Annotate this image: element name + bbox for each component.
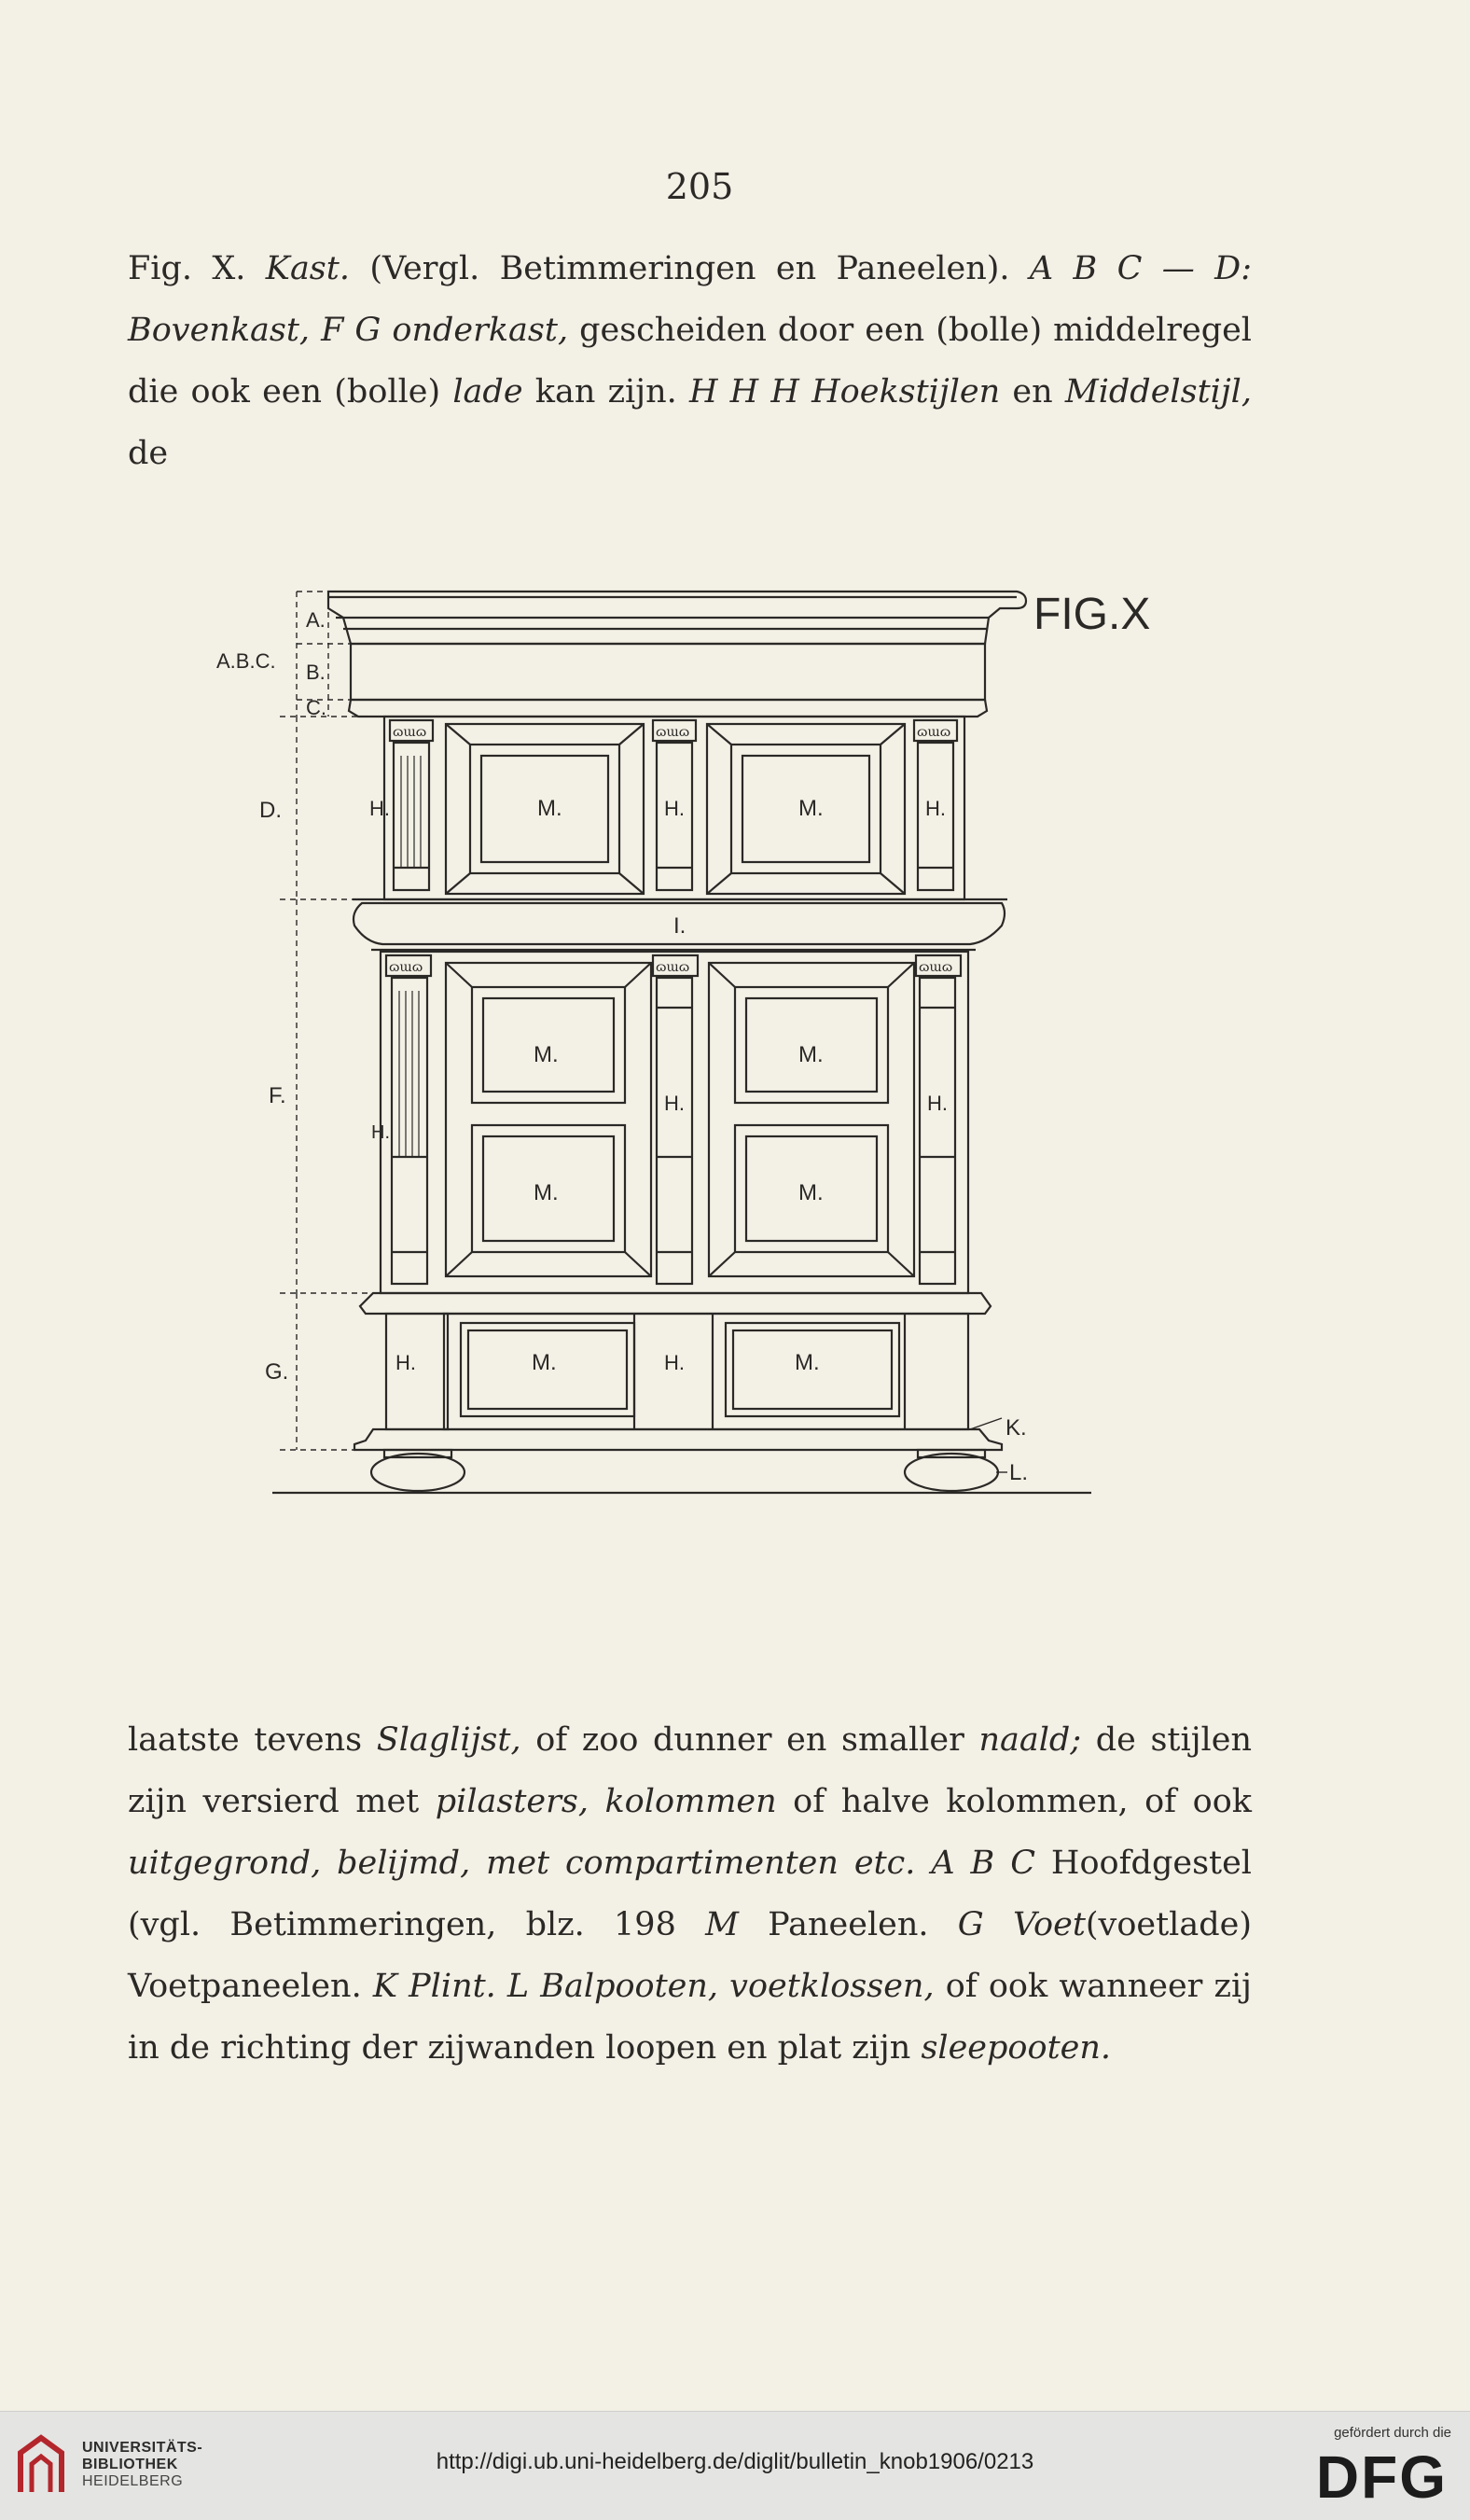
caption-term: Bovenkast, F G onderkast, <box>128 312 569 349</box>
funded-by-text: gefördert durch die <box>1334 2425 1451 2441</box>
body-text: of ook wanneer zij in de richting der zijwanden loopen en plat zijn <box>128 1968 1253 2067</box>
label-h: H. <box>395 1351 416 1374</box>
body-term: Slaglijst, <box>376 1721 521 1759</box>
label-m: M. <box>537 796 562 821</box>
label-m: M. <box>798 1180 824 1205</box>
svg-text:ɷɯɷ: ɷɯɷ <box>389 960 423 975</box>
body-term: uitgegrond, belijmd, met compartimenten etc. A B C <box>128 1845 1035 1882</box>
institution-line: HEIDELBERG <box>82 2473 184 2489</box>
dim-label-f: F. <box>269 1083 286 1108</box>
dim-label-a: A. <box>306 608 326 632</box>
label-m: M. <box>798 796 824 821</box>
institution-line: BIBLIOTHEK <box>82 2457 178 2472</box>
caption-term: Kast. <box>265 250 350 287</box>
label-m: M. <box>534 1042 559 1067</box>
dim-label-abc: A.B.C. <box>216 649 276 673</box>
label-h: H. <box>927 1092 948 1115</box>
body-text: de stijlen zijn versierd met <box>128 1721 1252 1820</box>
label-h: H. <box>925 797 946 820</box>
label-m: M. <box>795 1350 820 1375</box>
label-m: M. <box>534 1180 559 1205</box>
label-h: H. <box>371 1122 390 1143</box>
body-term: naald; <box>978 1721 1082 1759</box>
page-number: 205 <box>665 166 734 207</box>
caption-text: (Vergl. Betimmeringen en Paneelen). <box>349 250 1030 287</box>
caption-term: lade <box>452 373 523 411</box>
caption-term: A B C — D: <box>1029 250 1253 287</box>
paragraph-description <box>128 1709 1252 2079</box>
body-term: sleepooten. <box>921 2029 1112 2067</box>
viewer-footer <box>0 2411 1470 2520</box>
body-text: Hoofdgestel (vgl. Betimmeringen, blz. 198 <box>128 1845 1252 1943</box>
permalink-url[interactable]: http://digi.ub.uni-heidelberg.de/diglit/bulletin_knob1906/0213 <box>436 2449 1034 2474</box>
cabinet-drawing-figure <box>0 560 1470 1511</box>
dim-label-c: C. <box>306 696 326 719</box>
svg-text:ɷɯɷ: ɷɯɷ <box>393 725 427 740</box>
body-term: M <box>705 1906 739 1943</box>
dfg-logo-icon: DFG <box>1315 2443 1448 2511</box>
svg-text:ɷɯɷ: ɷɯɷ <box>656 960 690 975</box>
label-m: M. <box>532 1350 557 1375</box>
caption-term: H H H Hoekstijlen <box>688 373 1001 411</box>
label-h: H. <box>369 797 390 820</box>
body-text: Paneelen. <box>738 1906 958 1943</box>
caption-text: Fig. X. <box>128 250 266 287</box>
body-text: (voetlade) Voetpaneelen. <box>128 1906 1253 2005</box>
label-l: L. <box>1009 1460 1029 1485</box>
body-term: K Plint. L Balpooten, voetklossen, <box>372 1968 935 2005</box>
dim-label-g: G. <box>265 1359 289 1385</box>
body-text: of halve kolommen, of ook <box>776 1783 1252 1820</box>
body-text: of zoo dunner en smaller <box>520 1721 979 1759</box>
caption-text: kan zijn. <box>522 373 689 411</box>
caption-text: gescheiden door een (bolle) middelregel die ook een (bolle) <box>128 312 1253 411</box>
label-h: H. <box>664 797 685 820</box>
label-h: H. <box>664 1092 685 1115</box>
paragraph-figure-caption <box>128 238 1252 484</box>
caption-text: de <box>128 435 169 472</box>
label-i: I. <box>673 913 686 939</box>
label-k: K. <box>1005 1415 1027 1441</box>
caption-term: Middelstijl, <box>1064 373 1252 411</box>
svg-text:ɷɯɷ: ɷɯɷ <box>919 960 953 975</box>
institution-line: UNIVERSITÄTS- <box>82 2440 203 2456</box>
dim-label-d: D. <box>259 798 282 823</box>
label-h: H. <box>664 1351 685 1374</box>
dim-label-b: B. <box>306 661 326 684</box>
figure-title: FIG.X <box>1033 590 1151 639</box>
body-term: pilasters, kolommen <box>435 1783 777 1820</box>
label-m: M. <box>798 1042 824 1067</box>
svg-text:ɷɯɷ: ɷɯɷ <box>917 725 951 740</box>
body-term: G Voet <box>957 1906 1086 1943</box>
svg-text:ɷɯɷ: ɷɯɷ <box>656 725 690 740</box>
body-text: laatste tevens <box>128 1721 377 1759</box>
caption-text: en <box>1000 373 1065 411</box>
